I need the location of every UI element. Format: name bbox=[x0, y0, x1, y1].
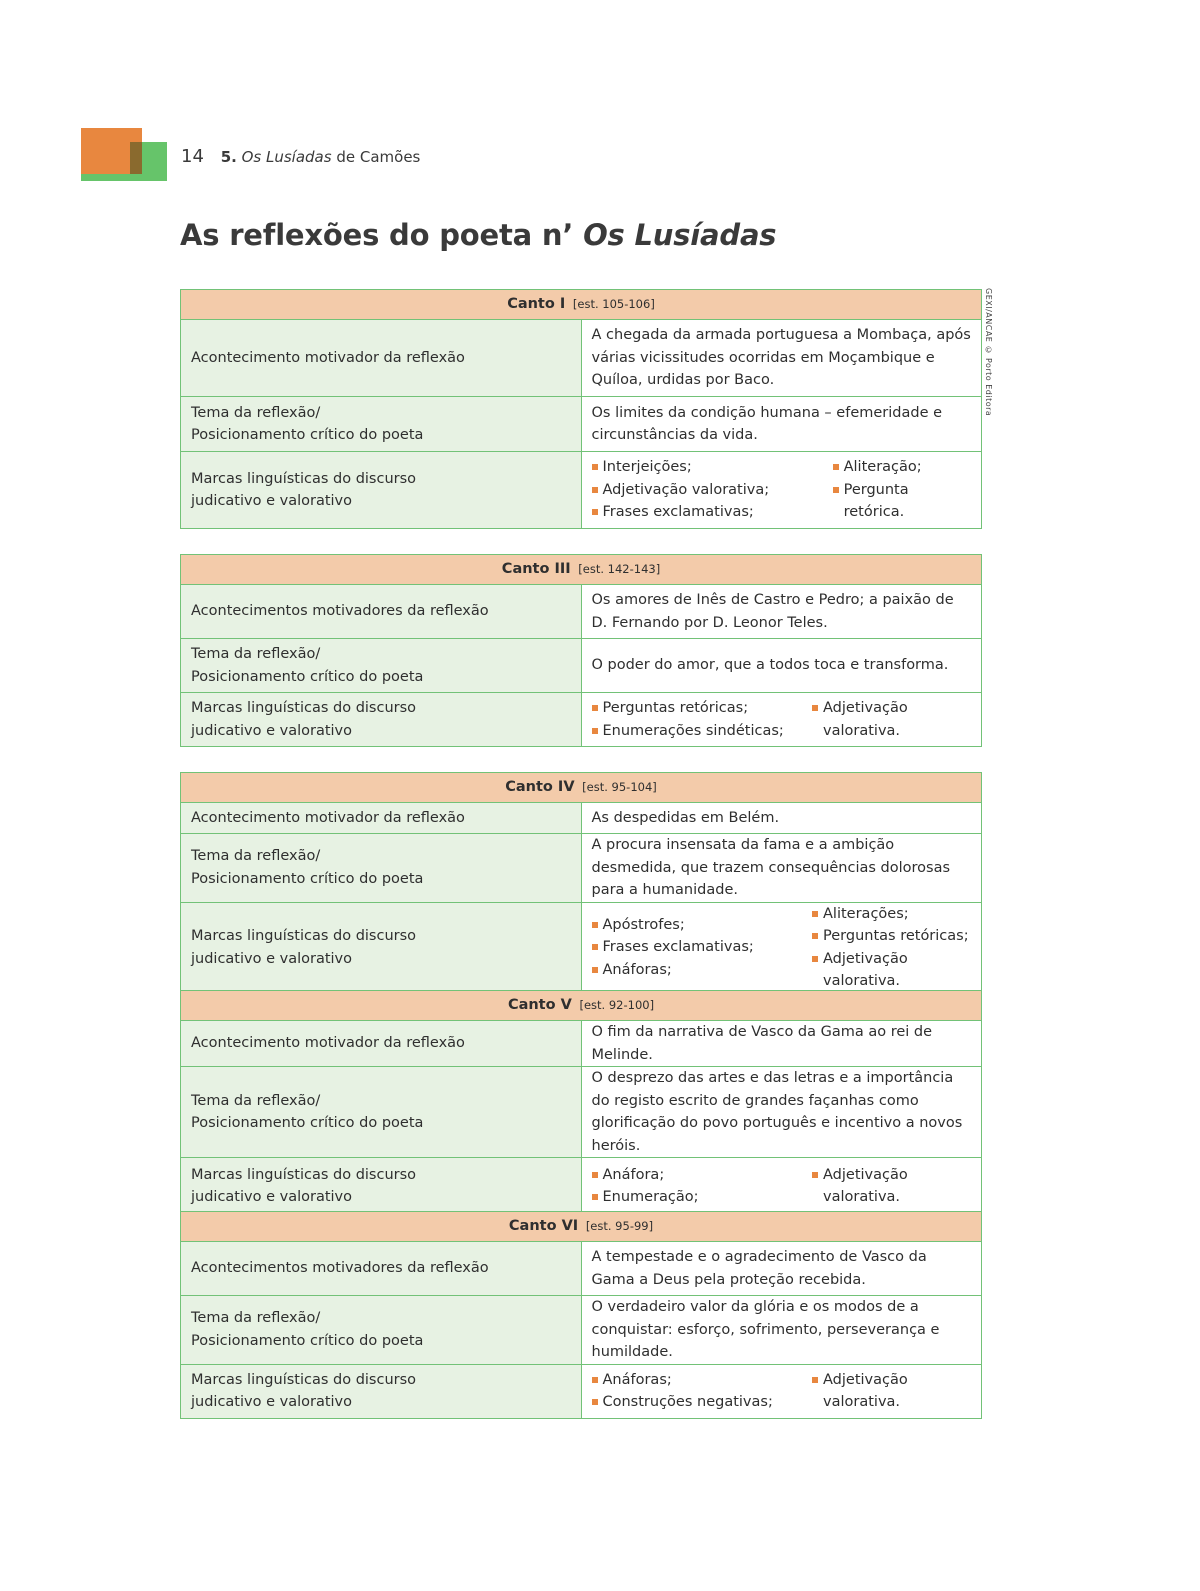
label-line: Tema da reflexão/ bbox=[191, 404, 321, 421]
row-label-theme bbox=[181, 1296, 582, 1365]
canto-name: Canto III bbox=[501, 561, 571, 578]
marks-list bbox=[592, 914, 813, 982]
chapter-title-italic: Os Lusíadas bbox=[241, 148, 332, 166]
label-line: judicativo e valorativo bbox=[191, 493, 352, 509]
marks-list bbox=[833, 456, 971, 524]
marks-list bbox=[812, 903, 971, 993]
marks-item: Adjetivação valorativa. bbox=[812, 1369, 971, 1414]
label-line: Tema da reflexão/ bbox=[191, 1092, 321, 1109]
label-line: Posicionamento crítico do poeta bbox=[191, 870, 424, 887]
row-label-theme bbox=[181, 1067, 582, 1158]
marks-item: Enumerações sindéticas; bbox=[592, 720, 813, 743]
row-value-event: A chegada da armada portuguesa a Mombaça, após várias vicissitudes ocorridas em Moçambique e Quíloa, urdidas por Baco. bbox=[581, 320, 982, 397]
row-value-event: A tempestade e o agradecimento de Vasco da Gama a Deus pela proteção recebida. bbox=[581, 1242, 982, 1296]
label-line: Posicionamento crítico do poeta bbox=[191, 1332, 424, 1349]
page-title-text: As reflexões do poeta n’ bbox=[180, 218, 584, 252]
marks-item: Aliteração; bbox=[833, 456, 971, 479]
canto-ref: [est. 95-104] bbox=[582, 780, 657, 795]
row-value-theme: O poder do amor, que a todos toca e transforma. bbox=[581, 639, 982, 693]
label-line: Marcas linguísticas do discurso bbox=[191, 700, 417, 716]
page-title bbox=[180, 218, 776, 252]
row-label-event: Acontecimento motivador da reflexão bbox=[181, 803, 582, 834]
canto-header bbox=[181, 555, 982, 585]
row-value-marks bbox=[581, 1158, 982, 1215]
row-label-theme bbox=[181, 834, 582, 903]
marks-list bbox=[592, 1369, 813, 1414]
row-value-theme: A procura insensata da fama e a ambição desmedida, que trazem consequências dolorosas para a humanidade. bbox=[581, 834, 982, 903]
marks-item: Adjetivação valorativa; bbox=[592, 479, 833, 502]
marks-list bbox=[592, 1164, 813, 1209]
header-decoration-dark bbox=[130, 142, 142, 174]
canto-table bbox=[180, 1211, 982, 1419]
canto-table bbox=[180, 554, 982, 747]
chapter-title-rest: de Camões bbox=[331, 148, 421, 166]
canto-ref: [est. 95-99] bbox=[585, 1219, 654, 1234]
row-value-event: Os amores de Inês de Castro e Pedro; a paixão de D. Fernando por D. Leonor Teles. bbox=[581, 585, 982, 639]
marks-item: Aliterações; bbox=[812, 903, 971, 926]
row-label-event: Acontecimento motivador da reflexão bbox=[181, 320, 582, 397]
row-label-event: Acontecimentos motivadores da reflexão bbox=[181, 585, 582, 639]
marks-list bbox=[592, 697, 813, 742]
row-label-marks bbox=[181, 1364, 582, 1418]
row-value-marks bbox=[581, 1364, 982, 1418]
label-line: judicativo e valorativo bbox=[191, 722, 352, 739]
row-value-marks bbox=[581, 693, 982, 747]
marks-item: Interjeições; bbox=[592, 456, 833, 479]
label-line: Marcas linguísticas do discurso bbox=[191, 470, 417, 487]
canto-name: Canto I bbox=[507, 296, 566, 313]
marks-item: Frases exclamativas; bbox=[592, 936, 813, 959]
label-line: Marcas linguísticas do discurso bbox=[191, 1371, 417, 1388]
page-title-italic: Os Lusíadas bbox=[583, 218, 777, 252]
canto-ref: [est. 92-100] bbox=[579, 998, 655, 1013]
canto-name: Canto V bbox=[507, 997, 572, 1014]
canto-ref: [est. 105-106] bbox=[572, 297, 655, 312]
label-line: Tema da reflexão/ bbox=[191, 1310, 321, 1327]
marks-list bbox=[812, 1164, 971, 1209]
label-line: Posicionamento crítico do poeta bbox=[191, 1115, 424, 1131]
row-value-theme: Os limites da condição humana – efemeridade e circunstâncias da vida. bbox=[581, 397, 982, 452]
canto-header bbox=[181, 1212, 982, 1242]
marks-item: Frases exclamativas; bbox=[592, 501, 833, 524]
row-label-event: Acontecimentos motivadores da reflexão bbox=[181, 1242, 582, 1296]
label-line: Posicionamento crítico do poeta bbox=[191, 427, 424, 443]
label-line: Marcas linguísticas do discurso bbox=[191, 928, 417, 944]
marks-list bbox=[812, 697, 971, 742]
marks-item: Adjetivação valorativa. bbox=[812, 1164, 971, 1209]
row-value-theme: O desprezo das artes e das letras e a importância do registo escrito de grandes façanhas como glorificação do povo português e incentivo a novos heróis. bbox=[581, 1067, 982, 1158]
canto-header bbox=[181, 991, 982, 1021]
marks-item: Pergunta retórica. bbox=[833, 479, 971, 524]
label-line: Posicionamento crítico do poeta bbox=[191, 668, 424, 685]
marks-item: Apóstrofes; bbox=[592, 914, 813, 937]
row-label-marks bbox=[181, 693, 582, 747]
row-value-theme: O verdadeiro valor da glória e os modos de a conquistar: esforço, sofrimento, perseverança e humildade. bbox=[581, 1296, 982, 1365]
marks-item: Anáfora; bbox=[592, 1164, 813, 1187]
row-label-marks bbox=[181, 1158, 582, 1215]
canto-name: Canto VI bbox=[508, 1218, 579, 1235]
marks-item: Perguntas retóricas; bbox=[812, 925, 971, 948]
chapter-number: 5. bbox=[220, 148, 237, 166]
label-line: Tema da reflexão/ bbox=[191, 848, 321, 865]
canto-table bbox=[180, 990, 982, 1215]
row-value-marks bbox=[581, 452, 982, 529]
canto-header bbox=[181, 290, 982, 320]
marks-item: Construções negativas; bbox=[592, 1391, 813, 1414]
row-label-theme bbox=[181, 639, 582, 693]
canto-header bbox=[181, 773, 982, 803]
row-label-event: Acontecimento motivador da reflexão bbox=[181, 1021, 582, 1067]
marks-item: Adjetivação valorativa. bbox=[812, 948, 971, 993]
row-label-marks bbox=[181, 452, 582, 529]
canto-table bbox=[180, 772, 982, 994]
copyright-note: GEXI/ANCAE © Porto Editora bbox=[984, 288, 993, 417]
canto-name: Canto IV bbox=[505, 779, 575, 796]
marks-item: Adjetivação valorativa. bbox=[812, 697, 971, 742]
row-label-theme bbox=[181, 397, 582, 452]
marks-item: Anáforas; bbox=[592, 959, 813, 982]
marks-item: Perguntas retóricas; bbox=[592, 697, 813, 720]
label-line: Tema da reflexão/ bbox=[191, 646, 321, 662]
row-value-event: As despedidas em Belém. bbox=[581, 803, 982, 834]
canto-ref: [est. 142-143] bbox=[578, 562, 661, 577]
label-line: judicativo e valorativo bbox=[191, 1189, 352, 1205]
marks-list bbox=[812, 1369, 971, 1414]
marks-list bbox=[592, 456, 833, 524]
page-number: 14 bbox=[181, 146, 204, 167]
marks-item: Anáforas; bbox=[592, 1369, 813, 1392]
running-header bbox=[181, 146, 420, 167]
row-label-marks bbox=[181, 902, 582, 993]
label-line: judicativo e valorativo bbox=[191, 1394, 352, 1410]
label-line: judicativo e valorativo bbox=[191, 950, 352, 967]
row-value-marks bbox=[581, 902, 982, 993]
label-line: Marcas linguísticas do discurso bbox=[191, 1166, 417, 1183]
marks-item: Enumeração; bbox=[592, 1186, 813, 1209]
row-value-event: O fim da narrativa de Vasco da Gama ao rei de Melinde. bbox=[581, 1021, 982, 1067]
canto-table bbox=[180, 289, 982, 529]
